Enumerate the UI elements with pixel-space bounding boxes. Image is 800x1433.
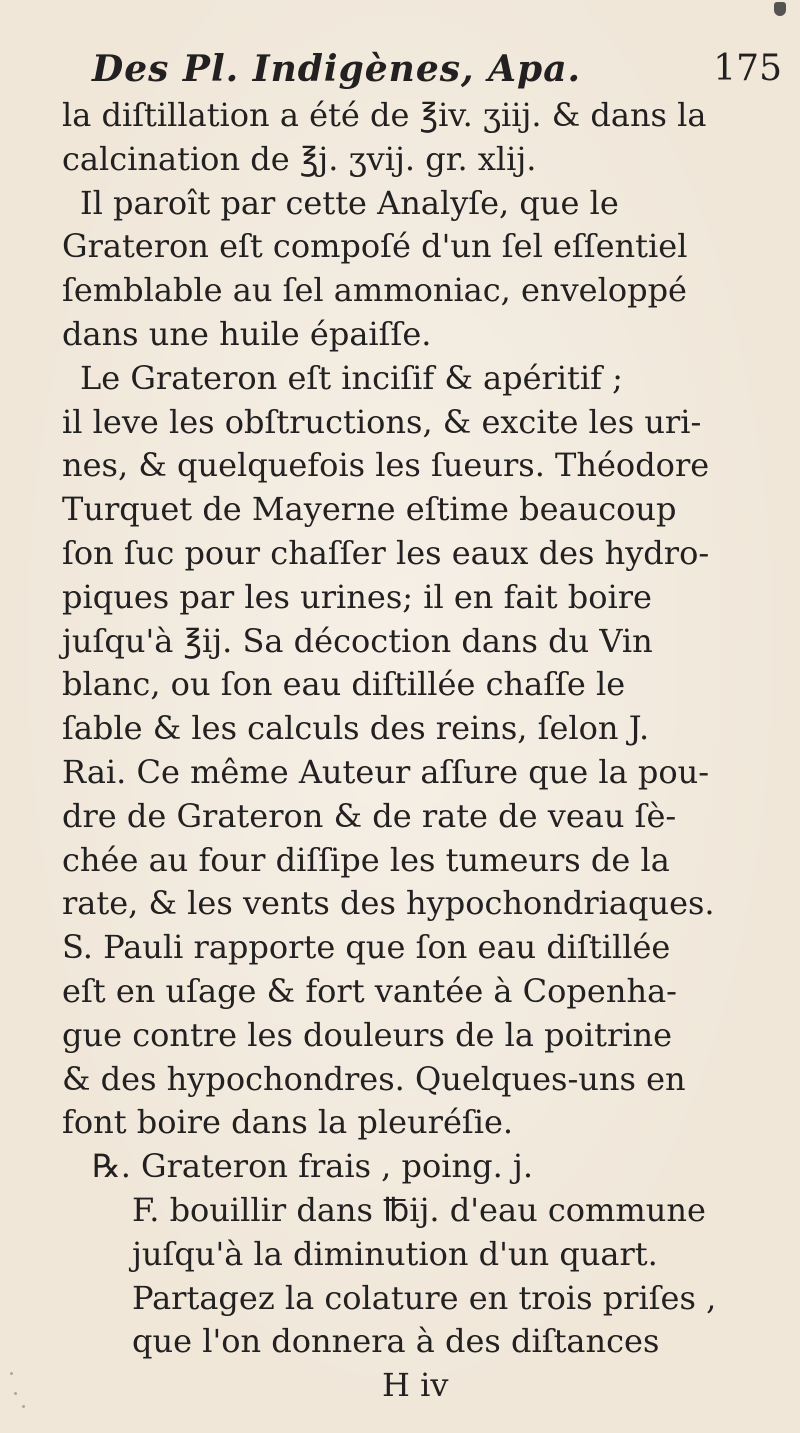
text-line: Turquet de Mayerne eſtime beaucoup bbox=[62, 490, 677, 529]
text-line: ſable & les calculs des reins, ſelon J. bbox=[62, 709, 650, 748]
text-line: nes, & quelquefois les ſueurs. Théodore bbox=[62, 446, 710, 485]
text-line: dans une huile épaiſſe. bbox=[62, 314, 432, 353]
text-line: gue contre les douleurs de la poitrine bbox=[62, 1015, 673, 1054]
signature-mark: H iv bbox=[382, 1366, 449, 1405]
text-line: Rai. Ce même Auteur aſſure que la pou- bbox=[62, 752, 710, 791]
text-line: il leve les obſtructions, & excite les uri- bbox=[62, 402, 702, 441]
body-text bbox=[62, 94, 742, 1408]
page-header bbox=[92, 44, 782, 94]
ink-blot-mark bbox=[774, 2, 786, 16]
text-line: juſqu'à ℥ij. Sa décoction dans du Vin bbox=[62, 621, 653, 660]
text-line: font boire dans la pleuréſie. bbox=[62, 1103, 514, 1142]
recipe-line: juſqu'à la diminution d'un quart. bbox=[132, 1234, 658, 1273]
text-line: piques par les urines; il en fait boire bbox=[62, 577, 652, 616]
text-line: Le Grateron eſt inciſif & apéritif ; bbox=[80, 358, 623, 397]
text-line: & des hypochondres. Quelques-uns en bbox=[62, 1059, 686, 1098]
text-line: blanc, ou ſon eau diſtillée chaſſe le bbox=[62, 665, 626, 704]
recipe-line: F. bouillir dans ℔ij. d'eau commune bbox=[132, 1190, 706, 1229]
text-line: dre de Grateron & de rate de veau ſè- bbox=[62, 796, 677, 835]
paper-speck bbox=[10, 1372, 13, 1375]
text-line: ſemblable au ſel ammoniac, enveloppé bbox=[62, 271, 687, 310]
text-line: ſon ſuc pour chaſſer les eaux des hydro- bbox=[62, 533, 710, 572]
paper-speck bbox=[14, 1392, 17, 1395]
recipe-line: ℞. Grateron frais , poing. j. bbox=[92, 1147, 534, 1186]
text-line: chée au four diſſipe les tumeurs de la bbox=[62, 840, 670, 879]
text-line: calcination de ℥j. ʒvij. gr. xlij. bbox=[62, 139, 537, 178]
recipe-line: que l'on donnera à des diſtances bbox=[132, 1322, 660, 1361]
running-title: Des Pl. Indigènes, Apa. bbox=[92, 48, 582, 90]
text-line: eſt en uſage & fort vantée à Copenha- bbox=[62, 971, 677, 1010]
page-number: 175 bbox=[713, 48, 782, 89]
recipe-line: Partagez la colature en trois priſes , bbox=[132, 1278, 717, 1317]
text-line: S. Pauli rapporte que ſon eau diſtillée bbox=[62, 928, 671, 967]
text-line: la diſtillation a été de ℥iv. ʒiij. & dans la bbox=[62, 96, 707, 134]
text-line: Il paroît par cette Analyſe, que le bbox=[80, 183, 619, 222]
text-line: Grateron eſt compoſé d'un ſel eſſentiel bbox=[62, 227, 688, 266]
paper-speck bbox=[22, 1405, 25, 1408]
text-line: rate, & les vents des hypochondriaques. bbox=[62, 884, 715, 923]
